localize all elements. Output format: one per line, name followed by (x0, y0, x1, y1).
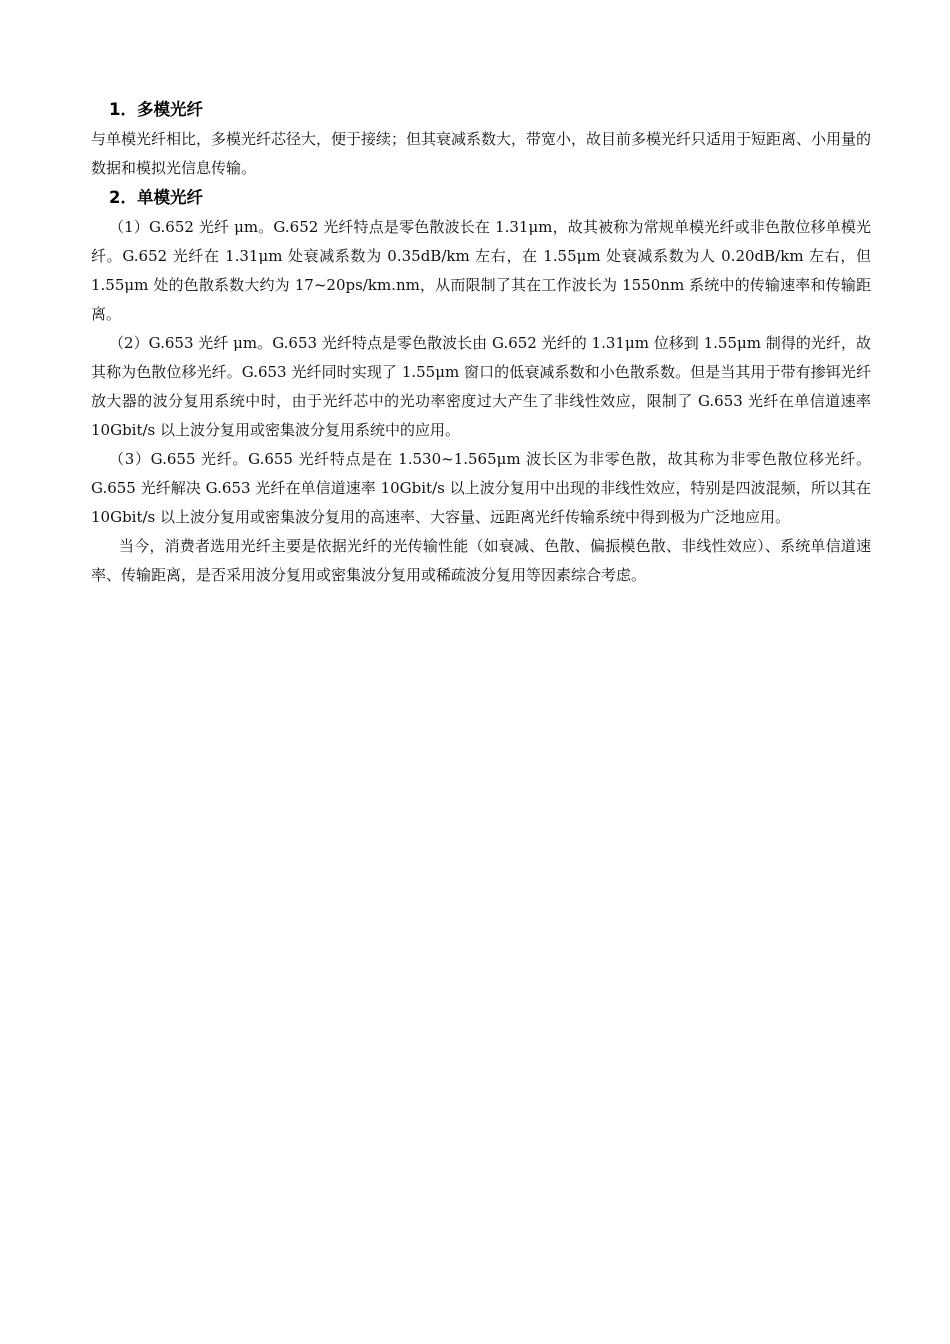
section-heading-singlemode: 2．单模光纤 (109, 188, 203, 207)
paragraph-summary: 当今，消费者选用光纤主要是依据光纤的光传输性能（如衰减、色散、偏振模色散、非线性效应）、系统单信道速率、传输距离，是否采用波分复用或密集波分复用或稀疏波分复用等因素综合考虑。 (91, 537, 871, 584)
section-heading-multimode: 1．多模光纤 (109, 100, 203, 119)
paragraph-multimode: 与单模光纤相比，多模光纤芯径大，便于接续；但其衰减系数大，带宽小，故目前多模光纤只适用于短距离、小用量的数据和模拟光信息传输。 (91, 130, 872, 177)
paragraph-g652: （1）G.652 光纤 μm。G.652 光纤特点是零色散波长在 1.31μm，故其被称为常规单模光纤或非色散位移单模光纤。G.652 光纤在 1.31μm 处衰减系数为 0.35dB/km 左右，在 1.55μm 处衰减系数为人 0.20dB/km 左右，但 1.55μm 处的色散系数大约为 17~20ps/km.nm，从而限制了其在工作波长为 1550nm 系统中的传输速率和传输距离。 (91, 218, 871, 323)
paragraph-g653: （2）G.653 光纤 μm。G.653 光纤特点是零色散波长由 G.652 光纤的 1.31μm 位移到 1.55μm 制得的光纤，故其称为色散位移光纤。G.653 光纤同时实现了 1.55μm 窗口的低衰减系数和小色散系数。但是当其用于带有掺铒光纤放大器的波分复用系统中时，由于光纤芯中的光功率密度过大产生了非线性效应，限制了 G.653 光纤在单信道速率 10Gbit/s 以上波分复用或密集波分复用系统中的应用。 (91, 334, 871, 439)
document-page (91, 95, 871, 590)
paragraph-g655: （3）G.655 光纤。G.655 光纤特点是在 1.530~1.565μm 波长区为非零色散，故其称为非零色散位移光纤。G.655 光纤解决 G.653 光纤在单信道速率 10Gbit/s 以上波分复用中出现的非线性效应，特别是四波混频，所以其在 10Gbit/s 以上波分复用或密集波分复用的高速率、大容量、远距离光纤传输系统中得到极为广泛地应用。 (91, 450, 871, 526)
